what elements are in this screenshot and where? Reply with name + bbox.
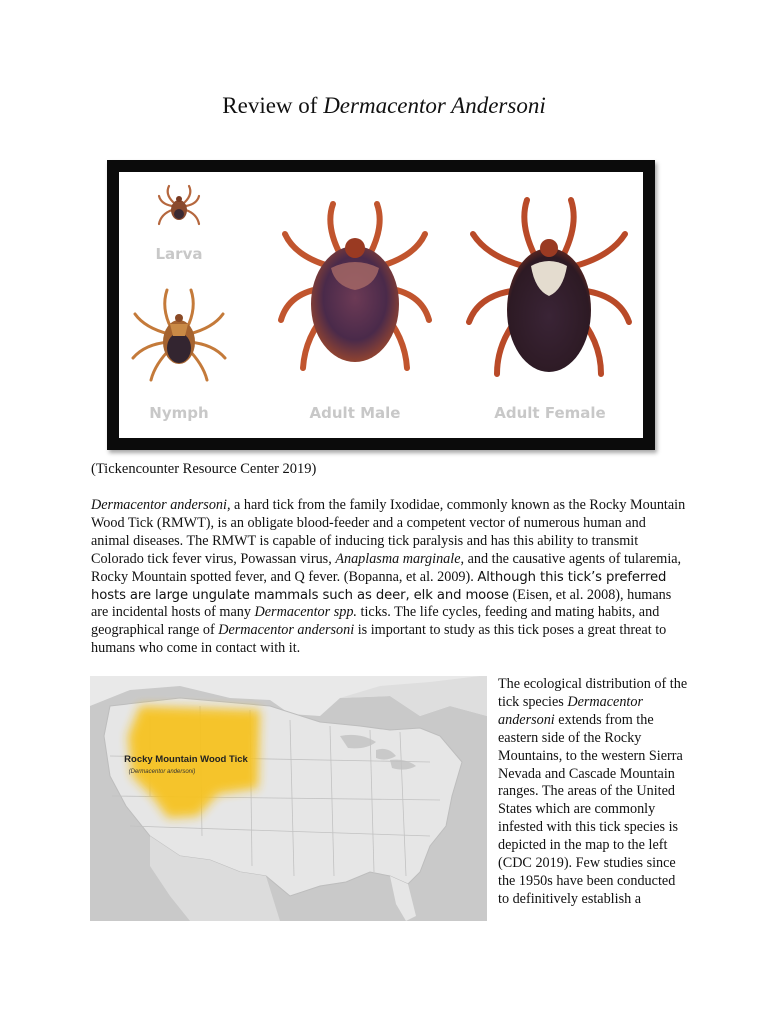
map-label: Rocky Mountain Wood Tick — [124, 754, 248, 765]
species-name: Dermacentor andersoni — [91, 497, 227, 513]
label-larva: Larva — [155, 245, 203, 263]
distribution-paragraph — [498, 676, 688, 909]
text-run: is important to study as this tick poses a great threat to humans who come in contact with it. — [91, 622, 667, 657]
title-species: Dermacentor Andersoni — [323, 93, 546, 118]
intro-paragraph — [91, 497, 686, 658]
map-sublabel: (Dermacentor andersoni) — [128, 769, 196, 775]
text-run: , a hard tick from the family Ixodidae, commonly known as the Rocky Mountain Wood Tick (RMWT), is an obligate blood-feeder and a competent vector of numerous human and animal diseases. The RMWT is capable of inducing tick paralysis and has this ability to transmit Colorado tick fever virus, Powassan virus, — [91, 497, 686, 567]
text-run: (Eisen, et al. 2008), humans are incidental hosts of many — [91, 586, 672, 621]
title-prefix: Review of — [222, 93, 324, 118]
text-run: The ecological distribution of the tick species — [498, 676, 688, 710]
tick-lifecycle-image — [119, 172, 643, 438]
species-name: Dermacentor andersoni — [218, 622, 355, 639]
tick-lifecycle-figure — [107, 160, 655, 450]
species-name: Dermacentor spp. — [254, 604, 357, 621]
label-adult-male: Adult Male — [309, 404, 401, 422]
text-run-alt-font: Although this tick’s preferred hosts are large ungulate mammals such as deer, elk and moose — [91, 569, 667, 603]
page-title — [0, 93, 768, 119]
text-run: ticks. The life cycles, feeding and mating habits, and geographical range of — [91, 604, 660, 639]
distribution-map — [90, 676, 487, 921]
label-nymph: Nymph — [149, 404, 209, 422]
text-run: , and the causative agents of tularemia, Rocky Mountain spotted fever, and Q fever. (Bopanna, et al. 2009). — [91, 550, 682, 585]
species-name: Dermacentor andersoni — [498, 693, 643, 728]
species-name: Anaplasma marginale — [335, 550, 461, 567]
figure-caption: (Tickencounter Resource Center 2019) — [91, 461, 317, 477]
map-image — [90, 676, 487, 921]
text-run: extends from the eastern side of the Rocky Mountains, to the western Sierra Nevada and Cascade Mountain ranges. The areas of the United States which are commonly infested with this tick species is depicted in the map to the left (CDC 2019). Few studies since the 1950s have been conducted to definitively establish a — [498, 711, 683, 907]
label-adult-female: Adult Female — [494, 404, 606, 422]
